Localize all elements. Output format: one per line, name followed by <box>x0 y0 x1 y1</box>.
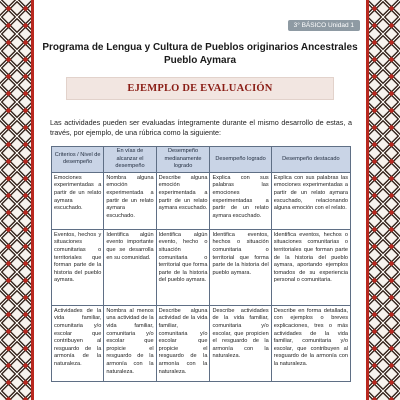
table-cell: Identifica eventos, hechos o situaciones comunitarias o territoriales que forman parte de la historia del pueblo aymara, aportando ejemplos tomados de su experiencia personal o comunitaria. <box>271 229 350 305</box>
table-cell: Explica con sus palabras las emociones experimentadas a partir de un relato aymara escuchado, relacionando alguna emoción con el relato. <box>271 172 350 229</box>
intro-paragraph: Las actividades pueden ser evaluadas íntegramente durante el mismo desarrollo de estas, a través, por ejemplo, de una rúbrica como la siguiente: <box>50 118 352 137</box>
people-title: Pueblo Aymara <box>163 55 237 66</box>
table-cell: Describe en forma detallada, con ejemplos o breves explicaciones, tres o más actividades de la vida familiar, comunitaria y/o escolar, que contribuyen al resguardo de la armonía con la naturaleza. <box>271 305 350 381</box>
table-cell: Explica con sus palabras las emociones experimentadas a partir de un relato aymara escuchado. <box>210 172 271 229</box>
page-bottom-edge <box>34 394 366 400</box>
table-header-cell: Desempeño medianamente logrado <box>156 147 210 173</box>
rubric-table <box>51 146 351 382</box>
table-cell: Identifica algún evento importante que se desarrolla en su comunidad. <box>104 229 156 305</box>
table-header-cell: Desempeño destacado <box>271 147 350 173</box>
section-banner <box>66 77 334 100</box>
table-cell: Nombra alguna emoción experimentada a partir de un relato aymara escuchado. <box>104 172 156 229</box>
decorative-border-right <box>366 0 400 400</box>
table-cell: Emociones experimentadas a partir de un relato aymara escuchado. <box>52 172 104 229</box>
table-header-cell: En vías de alcanzar el desempeño <box>104 147 156 173</box>
table-row <box>52 172 351 229</box>
section-title: EJEMPLO DE EVALUACIÓN <box>127 83 273 94</box>
table-header-cell: Criterios / Nivel de desempeño <box>52 147 104 173</box>
table-cell: Describe alguna actividad de la vida familiar, comunitaria y/o escolar que propicie el resguardo de la armonía con la naturaleza. <box>156 305 210 381</box>
decorative-border-left <box>0 0 34 400</box>
table-row <box>52 305 351 381</box>
table-cell: Describe actividades de la vida familiar, comunitaria y/o escolar, que propicien el resguardo de la armonía con la naturaleza. <box>210 305 271 381</box>
grade-unit-badge: 3° BÁSICO Unidad 1 <box>288 20 360 31</box>
table-header-cell: Desempeño logrado <box>210 147 271 173</box>
table-cell: Actividades de la vida familiar, comunitaria y/o escolar que contribuyen al resguardo de la armonía de la naturaleza. <box>52 305 104 381</box>
table-header-row <box>52 147 351 173</box>
table-cell: Describe alguna emoción experimentada a partir de un relato aymara escuchado. <box>156 172 210 229</box>
table-cell: Identifica algún evento, hecho o situación comunitaria o territorial que forma parte de la historia del pueblo aymara. <box>156 229 210 305</box>
table-cell: Identifica eventos, hechos o situación comunitaria o territorial que forma parte de la historia del pueblo aymara. <box>210 229 271 305</box>
program-title: Programa de Lengua y Cultura de Pueblos originarios Ancestrales <box>42 42 358 53</box>
table-cell: Eventos, hechos y situaciones comunitarias o territoriales que forman parte de la historia del pueblo aymara. <box>52 229 104 305</box>
table-cell: Nombra al menos una actividad de la vida familiar, comunitaria y/o escolar que propicie el resguardo de la armonía con la naturaleza. <box>104 305 156 381</box>
table-row <box>52 229 351 305</box>
document-header <box>40 41 360 67</box>
